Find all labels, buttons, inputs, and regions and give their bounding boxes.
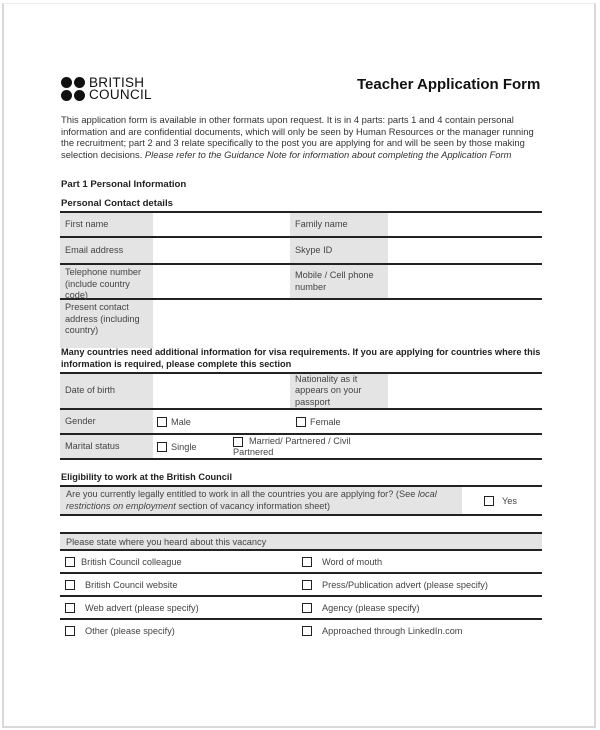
male-label: Male bbox=[171, 416, 191, 427]
eligibility-table bbox=[60, 485, 542, 516]
family-name-label: Family name bbox=[290, 213, 388, 236]
gender-female-option[interactable] bbox=[296, 410, 542, 433]
option-agency[interactable] bbox=[297, 603, 534, 613]
option-web-advert[interactable] bbox=[60, 603, 297, 613]
table-row bbox=[60, 372, 542, 408]
telephone-field[interactable] bbox=[153, 265, 290, 298]
intro-text: This application form is available in other formats upon request. It is in 4 parts: parts 1 and 4 contain personal information and are confidential documents, which will only be seen by Human Resources or the manager running the recruitment; part 2 and 3 relate specifically to the post you are applying for and will be seen by those making selection decisions. bbox=[61, 114, 534, 160]
visa-table bbox=[60, 372, 542, 460]
partnered-checkbox[interactable] bbox=[233, 437, 243, 447]
mobile-field[interactable] bbox=[388, 265, 542, 298]
other-label: Other (please specify) bbox=[85, 625, 175, 636]
vacancy-heading-row bbox=[60, 532, 542, 549]
option-bc-website[interactable] bbox=[60, 580, 297, 590]
family-name-field[interactable] bbox=[388, 213, 542, 236]
skype-label: Skype ID bbox=[290, 238, 388, 263]
male-checkbox[interactable] bbox=[157, 417, 167, 427]
option-other[interactable] bbox=[60, 626, 297, 636]
word-of-mouth-label: Word of mouth bbox=[322, 556, 383, 567]
option-word-of-mouth[interactable] bbox=[297, 557, 534, 567]
web-advert-label: Web advert (please specify) bbox=[85, 602, 199, 613]
agency-checkbox[interactable] bbox=[302, 603, 312, 613]
contact-details-heading: Personal Contact details bbox=[61, 198, 173, 209]
table-row bbox=[60, 595, 542, 618]
table-row bbox=[60, 298, 542, 348]
agency-label: Agency (please specify) bbox=[322, 602, 420, 613]
vacancy-heading: Please state where you heard about this vacancy bbox=[66, 536, 267, 547]
table-row bbox=[60, 211, 542, 236]
table-row bbox=[60, 485, 542, 516]
nationality-field[interactable] bbox=[388, 374, 542, 408]
option-press-advert[interactable] bbox=[297, 580, 534, 590]
female-label: Female bbox=[310, 416, 341, 427]
skype-field[interactable] bbox=[388, 238, 542, 263]
visa-note: Many countries need additional information for visa requirements. If you are applying for countries where this information is required, please complete this section bbox=[61, 347, 541, 369]
question-suffix: section of vacancy information sheet) bbox=[178, 500, 331, 511]
dob-field[interactable] bbox=[153, 374, 290, 408]
table-row bbox=[60, 618, 542, 641]
intro-italic-note: Please refer to the Guidance Note for information about completing the Application Form bbox=[144, 148, 512, 160]
linkedin-label: Approached through LinkedIn.com bbox=[322, 625, 463, 636]
partnered-label: Married/ Partnered / Civil Partnered bbox=[233, 436, 351, 457]
address-field[interactable] bbox=[153, 300, 542, 348]
marital-single-option[interactable] bbox=[153, 435, 233, 458]
work-entitlement-question bbox=[60, 487, 462, 514]
first-name-field[interactable] bbox=[153, 213, 290, 236]
other-checkbox[interactable] bbox=[65, 626, 75, 636]
marital-partnered-option[interactable] bbox=[233, 435, 373, 458]
bc-website-label: British Council website bbox=[85, 579, 178, 590]
table-row bbox=[60, 572, 542, 595]
eligibility-heading: Eligibility to work at the British Council bbox=[61, 472, 233, 482]
table-row bbox=[60, 549, 542, 572]
web-advert-checkbox[interactable] bbox=[65, 603, 75, 613]
email-field[interactable] bbox=[153, 238, 290, 263]
option-linkedin[interactable] bbox=[297, 626, 534, 636]
intro-paragraph bbox=[61, 114, 549, 160]
yes-label: Yes bbox=[502, 495, 517, 506]
linkedin-checkbox[interactable] bbox=[302, 626, 312, 636]
gender-label: Gender bbox=[60, 410, 153, 433]
nationality-label: Nationality as it appears on your passport bbox=[290, 374, 388, 408]
bc-website-checkbox[interactable] bbox=[65, 580, 75, 590]
female-checkbox[interactable] bbox=[296, 417, 306, 427]
table-row bbox=[60, 236, 542, 263]
single-label: Single bbox=[171, 441, 197, 452]
contact-details-table bbox=[60, 211, 542, 348]
table-row bbox=[60, 263, 542, 298]
gender-male-option[interactable] bbox=[153, 410, 296, 433]
logo-line-1: BRITISH bbox=[89, 75, 145, 90]
bc-colleague-label: British Council colleague bbox=[81, 556, 182, 567]
eligibility-yes-option[interactable] bbox=[462, 487, 542, 514]
logo-dots-icon bbox=[61, 77, 85, 101]
british-council-logo bbox=[61, 77, 152, 101]
telephone-label: Telephone number (include country code) bbox=[60, 265, 153, 298]
part1-heading: Part 1 Personal Information bbox=[61, 179, 187, 190]
vacancy-source-table bbox=[60, 532, 542, 641]
option-bc-colleague[interactable] bbox=[60, 557, 297, 567]
table-row bbox=[60, 408, 542, 433]
question-italic: local restrictions on employment bbox=[66, 489, 437, 511]
email-label: Email address bbox=[60, 238, 153, 263]
yes-checkbox[interactable] bbox=[484, 496, 494, 506]
mobile-label: Mobile / Cell phone number bbox=[290, 265, 388, 298]
dob-label: Date of birth bbox=[60, 374, 153, 408]
first-name-label: First name bbox=[60, 213, 153, 236]
table-row bbox=[60, 433, 542, 460]
bc-colleague-checkbox[interactable] bbox=[65, 557, 75, 567]
press-advert-label: Press/Publication advert (please specify) bbox=[322, 579, 488, 590]
logo-line-2: COUNCIL bbox=[89, 87, 152, 102]
single-checkbox[interactable] bbox=[157, 442, 167, 452]
marital-status-label: Marital status bbox=[60, 435, 153, 458]
question-prefix: Are you currently legally entitled to work in all the countries you are applying for? (See bbox=[66, 489, 416, 499]
press-advert-checkbox[interactable] bbox=[302, 580, 312, 590]
word-of-mouth-checkbox[interactable] bbox=[302, 557, 312, 567]
form-title: Teacher Application Form bbox=[357, 76, 541, 93]
address-label: Present contact address (including country) bbox=[60, 300, 153, 348]
